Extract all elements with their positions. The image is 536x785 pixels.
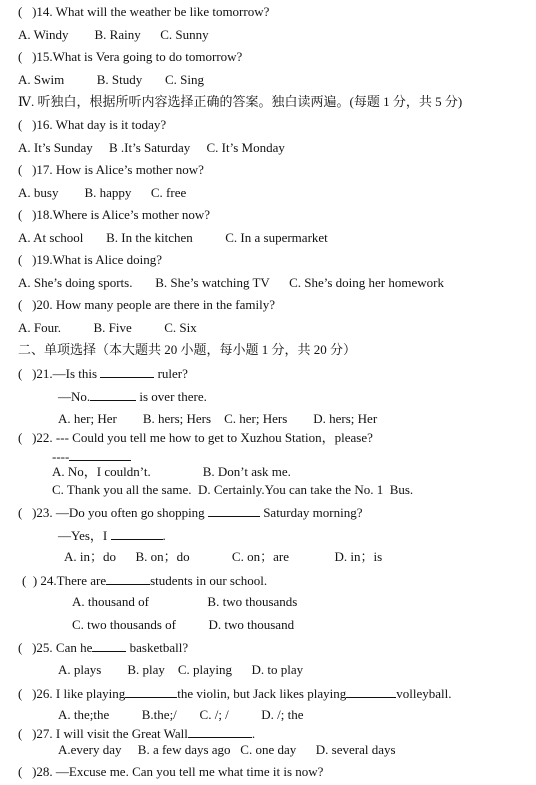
options-23: A. in；do B. on；do C. on；are D. in；is [64,549,383,564]
answer-blank[interactable] [92,639,126,652]
question-17: ( )17. How is Alice’s mother now? [18,162,204,177]
question-15: ( )15.What is Vera going to do tomorrow? [18,49,243,64]
question-18: ( )18.Where is Alice’s mother now? [18,207,211,222]
options-24-b: C. two thousands of D. two thousand [72,617,295,632]
question-26: ( )26. I like playing the violin, but Jack likes playing volleyball. [18,686,452,701]
answer-blank[interactable] [125,685,177,698]
options-22-b: C. Thank you all the same. D. Certainly.You can take the No. 1 Bus. [52,482,414,497]
question-23: ( )23. —Do you often go shopping Saturday morning? [18,505,363,520]
answer-blank[interactable] [106,572,150,585]
section-2-heading: 二、单项选择（本大题共 20 小题，每小题 1 分，共 20 分） [18,342,357,357]
options-15: A. Swim B. Study C. Sing [18,72,205,87]
question-20: ( )20. How many people are there in the family? [18,297,276,312]
answer-blank[interactable] [188,725,252,738]
answer-blank[interactable] [100,365,154,378]
answer-blank[interactable] [69,457,131,461]
question-22-reply: ---- [52,449,131,465]
question-28: ( )28. —Excuse me. Can you tell me what time it is now? [18,764,324,779]
question-19: ( )19.What is Alice doing? [18,252,163,267]
question-14: ( )14. What will the weather be like tomorrow? [18,4,270,19]
options-21: A. her; Her B. hers; Hers C. her; Hers D. hers; Her [58,411,378,426]
question-21-reply: —No. is over there. [58,389,207,404]
answer-blank[interactable] [208,504,260,517]
options-14: A. Windy B. Rainy C. Sunny [18,27,209,42]
options-16: A. It’s Sunday B .It’s Saturday C. It’s Monday [18,140,285,155]
answer-blank[interactable] [90,388,136,401]
options-24-a: A. thousand of B. two thousands [72,594,298,609]
question-23-reply: —Yes，I . [58,528,166,543]
options-25: A. plays B. play C. playing D. to play [58,662,304,677]
options-19: A. She’s doing sports. B. She’s watching TV C. She’s doing her homework [18,275,444,290]
answer-blank[interactable] [346,685,396,698]
question-25: ( )25. Can he basketball? [18,640,189,655]
question-24: ( ) 24.There are students in our school. [22,573,268,588]
options-17: A. busy B. happy C. free [18,185,187,200]
options-20: A. Four. B. Five C. Six [18,320,197,335]
options-26: A. the;the B.the;/ C. /; / D. /; the [58,707,304,722]
options-27: A.every day B. a few days ago C. one day D. several days [58,742,396,757]
question-27: ( )27. I will visit the Great Wall . [18,726,256,741]
options-22-a: A. No，I couldn’t. B. Don’t ask me. [52,464,291,479]
options-18: A. At school B. In the kitchen C. In a supermarket [18,230,328,245]
question-16: ( )16. What day is it today? [18,117,167,132]
question-22: ( )22. --- Could you tell me how to get to Xuzhou Station，please? [18,430,373,445]
question-21: ( )21.—Is this ruler? [18,366,188,381]
section-4-heading: Ⅳ. 听独白，根据所听内容选择正确的答案。独白读两遍。(每题 1 分，共 5 分) [18,94,463,109]
answer-blank[interactable] [111,527,163,540]
